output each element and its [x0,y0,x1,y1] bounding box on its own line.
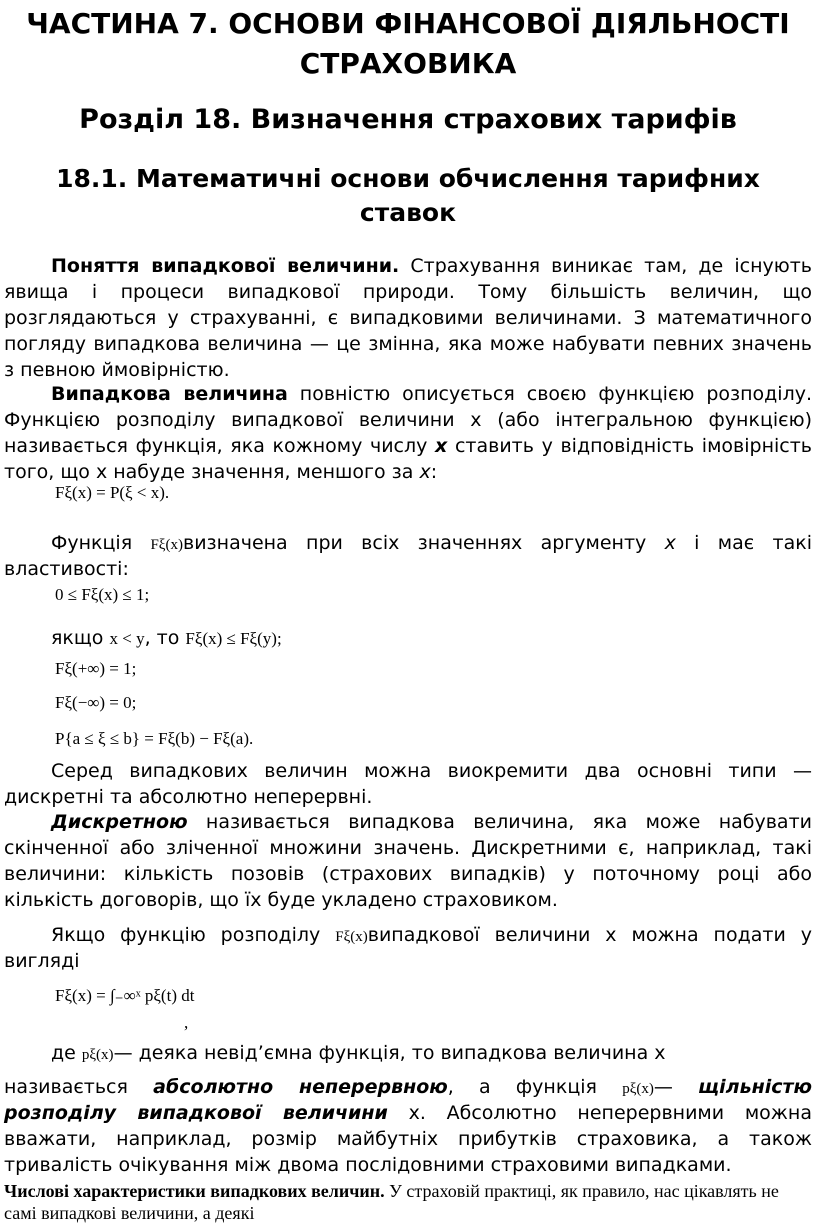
formula-plus-infinity: Fξ(+∞) = 1; [55,659,137,678]
then-word: , то [144,627,180,649]
paragraph-text: визначена при всіх значеннях аргументу [183,532,665,554]
paragraph-text: Якщо функцію розподілу [51,924,336,946]
paragraph-text: — деяка невід’ємна функція, то випадкова величина х [113,1042,666,1064]
term-discrete: Дискретною [51,811,188,833]
variable-x: x [435,435,448,457]
formula-cdf-inline: Fξ(x) [150,537,183,553]
paragraph-text: ставить у відповідність імовірність того, що х набуде значення, меншого за [4,435,812,483]
paragraph-density-line1 [51,1040,811,1066]
paragraph-text: х. Абсолютно неперервними можна вважати, наприклад, розмір майбутніх прибутків страховика, а також тривалість очікування між двома послідовними страховими випадками. [4,1102,812,1176]
paragraph-function-properties [4,530,812,582]
term-distribution-density: розподілу випадкової величини [4,1102,388,1124]
term-numeric-characteristics: Числові характеристики випадкових величин. [4,1181,385,1201]
formula-integral: Fξ(x) = ∫₋∞ˣ pξ(t) dt [55,986,195,1005]
formula-condition: x < y [109,629,145,648]
paragraph-text: — [653,1076,699,1098]
term-random-variable: Випадкова величина [51,383,288,405]
paragraph-text: Страхування виникає там, де існують явища і процеси випадкової природи. Тому більшість величин, що розглядаються у страхуванні, є випадковими величинами. З математичного погляду випадкова величина — це змінна, яка може набувати певних значень з певною ймовірністю. [4,255,812,381]
term-density: щільністю [698,1076,812,1098]
paragraph-distribution-function [4,381,812,485]
paragraph-text: Функція [51,532,151,554]
formula-punct: ; [276,629,282,648]
formula-interval-probability: P{a ≤ ξ ≤ b} = Fξ(b) − Fξ(a). [55,729,254,748]
formula-density-inline: pξ(x) [81,1047,114,1063]
formula-punct: , [184,1013,189,1032]
paragraph-two-types [4,758,812,810]
formula-cdf-inline: Fξ(x) [335,929,368,945]
formula-punct: . [249,729,254,748]
part-title: ЧАСТИНА 7. ОСНОВИ ФІНАНСОВОЇ ДІЯЛЬНОСТІ СТРАХОВИКА [26,7,790,80]
formula-punct: ; [144,585,150,604]
paragraph-text: називається [4,1076,154,1098]
paragraph-distribution-form [4,922,812,974]
paragraph-text: і має такі властивості: [4,532,812,580]
formula-minus-infinity: Fξ(−∞) = 0; [55,693,137,712]
paragraph-absolutely-continuous [4,1074,812,1178]
term-random-variable-concept: Поняття випадкової величини. [51,255,400,277]
paragraph-text: випадкової величини х можна подати у вигляді [4,924,812,972]
paragraph-text: називається випадкова величина, яка може набувати скінченної або зліченної множини значень. Дискретними є, наприклад, такі величини: кількість позовів (страхових випадків) у поточному році або кількість договорів, що їх буде укладено страховиком. [4,811,812,911]
paragraph-text: Серед випадкових величин можна виокремити два основні типи — дискретні та абсолютно неперервні. [4,760,812,808]
variable-x: x [664,532,676,554]
formula-cdf-definition: Fξ(x) = P(ξ < x). [55,483,170,502]
formula-bounds: 0 ≤ Fξ(x) ≤ 1; [55,585,150,604]
formula-monotone: Fξ(x) ≤ Fξ(y) [185,629,277,648]
paragraph-text: : [430,461,438,483]
paragraph-text: де [51,1042,82,1064]
paragraph-numeric-characteristics [4,1180,812,1224]
if-word: якщо [51,627,104,649]
section-title: Розділ 18. Визначення страхових тарифів [79,104,737,135]
formula-monotonicity-line [51,625,282,651]
subsection-title: 18.1. Математичні основи обчислення тарифних ставок [56,164,760,227]
paragraph-text: , а функція [447,1076,623,1098]
variable-x: x [419,461,431,483]
paragraph-text: повністю описується своєю функцією розподілу. Функцією розподілу випадкової величини х (або інтегральною функцією) називається функція, яка кожному числу [4,383,812,457]
paragraph-text: У страховій практиці, як правило, нас цікавлять не самі випадкові величини, а деякі [4,1181,779,1223]
paragraph-discrete [4,809,812,913]
paragraph-random-variable-concept [4,253,812,383]
term-absolutely-continuous: абсолютно неперервною [153,1076,448,1098]
formula-punct: ; [131,659,137,678]
formula-punct: . [164,483,170,502]
formula-punct: ; [131,693,137,712]
formula-density-inline: pξ(x) [622,1081,654,1097]
